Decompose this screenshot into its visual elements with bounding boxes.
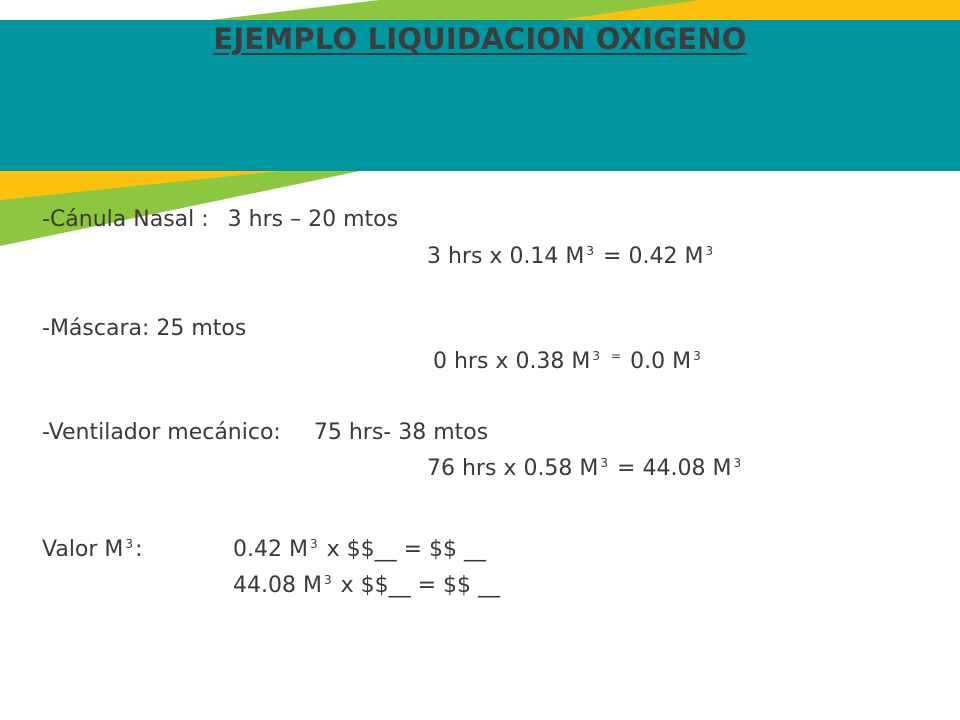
item-canula-calc-b: = 0.42 M <box>603 244 704 269</box>
item-mascara-calc-b: 0.0 M <box>630 349 692 374</box>
item-mascara-calc-a: 0 hrs x 0.38 M <box>433 349 591 374</box>
item-ventilador-label: -Ventilador mecánico: <box>42 420 281 445</box>
valor-row-2-b: x $$__ = $$ __ <box>340 573 501 598</box>
item-canula-exp-b: 3 <box>705 244 714 258</box>
item-ventilador-calc <box>427 456 743 481</box>
item-ventilador-exp-a: 3 <box>600 456 609 470</box>
item-mascara-label: -Máscara: 25 mtos <box>42 316 247 341</box>
item-mascara-eq: = <box>611 349 622 363</box>
item-ventilador-duration: 75 hrs- 38 mtos <box>313 420 489 445</box>
valor-row-1-exp: 3 <box>309 537 318 551</box>
valor-label-colon: : <box>135 537 143 562</box>
item-canula-label-row <box>42 207 398 232</box>
valor-label <box>42 537 142 562</box>
item-canula-calc-a: 3 hrs x 0.14 M <box>427 244 585 269</box>
item-mascara-exp-b: 3 <box>693 349 701 363</box>
valor-label-exp: 3 <box>125 537 134 551</box>
item-mascara-calc <box>433 349 703 374</box>
item-ventilador-exp-b: 3 <box>733 456 742 470</box>
item-mascara-exp-a: 3 <box>592 349 601 363</box>
item-ventilador-calc-a: 76 hrs x 0.58 M <box>427 456 599 481</box>
valor-row-2 <box>233 573 500 598</box>
valor-row-1-b: x $$__ = $$ __ <box>326 537 487 562</box>
item-ventilador-label-row <box>42 420 488 445</box>
item-canula-duration: 3 hrs – 20 mtos <box>227 207 399 232</box>
valor-label-text: Valor M <box>42 537 124 562</box>
valor-row-1 <box>233 537 486 562</box>
item-canula-label: -Cánula Nasal : <box>42 207 209 232</box>
item-ventilador-calc-b: = 44.08 M <box>617 456 732 481</box>
item-canula-exp-a: 3 <box>586 244 595 258</box>
item-canula-calc <box>427 244 715 269</box>
slide-title: EJEMPLO LIQUIDACION OXIGENO <box>213 22 747 56</box>
valor-row-1-a: 0.42 M <box>233 537 308 562</box>
valor-row-2-a: 44.08 M <box>233 573 322 598</box>
valor-row-2-exp: 3 <box>323 573 332 587</box>
